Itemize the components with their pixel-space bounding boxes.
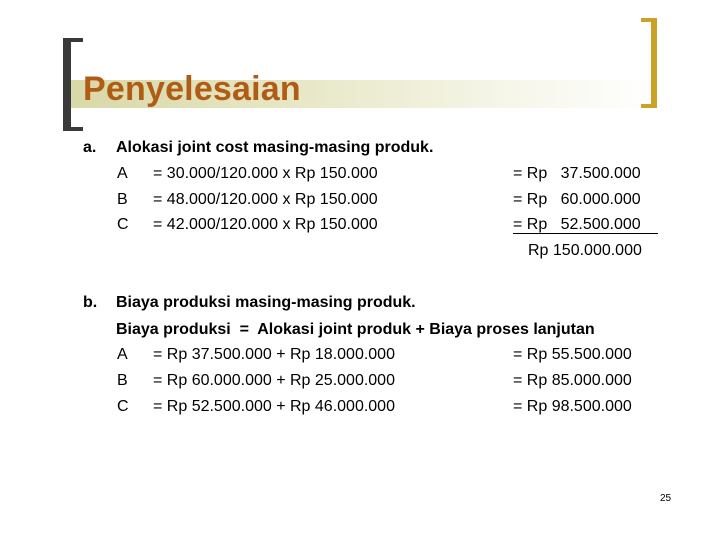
section-b-row-formula: = Rp 60.000.000 + Rp 25.000.000 xyxy=(153,372,395,389)
section-a-total: Rp 150.000.000 xyxy=(528,242,642,259)
section-b-marker: b. xyxy=(83,294,98,311)
section-a-marker: a. xyxy=(83,139,97,156)
sum-underline xyxy=(513,233,658,234)
section-b-row-formula: = Rp 37.500.000 + Rp 18.000.000 xyxy=(153,346,395,363)
section-a-row-formula: = 48.000/120.000 x Rp 150.000 xyxy=(153,191,378,208)
section-a-heading: Alokasi joint cost masing-masing produk. xyxy=(116,139,434,156)
left-bracket-top xyxy=(63,38,83,42)
section-a-row-formula: = 42.000/120.000 x Rp 150.000 xyxy=(153,216,378,233)
left-bracket-bottom xyxy=(63,127,83,131)
section-b-formula-heading: Biaya produksi = Alokasi joint produk + Biaya proses lanjutan xyxy=(116,321,595,338)
section-b-row-label: A xyxy=(117,346,128,363)
right-bracket-bottom xyxy=(641,104,657,108)
right-bracket-top xyxy=(641,18,657,22)
section-a-row-result: = Rp 37.500.000 xyxy=(513,165,641,182)
section-a-row-label: B xyxy=(117,191,128,208)
right-bracket-bar xyxy=(651,18,657,108)
section-b-row-result: = Rp 98.500.000 xyxy=(513,398,632,415)
section-b-heading: Biaya produksi masing-masing produk. xyxy=(116,294,416,311)
page-title: Penyelesaian xyxy=(83,70,301,108)
left-bracket-bar xyxy=(63,38,71,131)
section-a-row-formula: = 30.000/120.000 x Rp 150.000 xyxy=(153,165,378,182)
section-b-row-label: C xyxy=(117,398,129,415)
section-a-row-label: C xyxy=(117,216,129,233)
section-a-row-label: A xyxy=(117,165,128,182)
section-b-row-result: = Rp 85.000.000 xyxy=(513,372,632,389)
section-b-row-formula: = Rp 52.500.000 + Rp 46.000.000 xyxy=(153,398,395,415)
section-a-row-result: = Rp 60.000.000 xyxy=(513,191,641,208)
section-b-row-result: = Rp 55.500.000 xyxy=(513,346,632,363)
page-number: 25 xyxy=(660,493,672,504)
section-a-row-result: = Rp 52.500.000 xyxy=(513,216,641,233)
section-b-row-label: B xyxy=(117,372,128,389)
